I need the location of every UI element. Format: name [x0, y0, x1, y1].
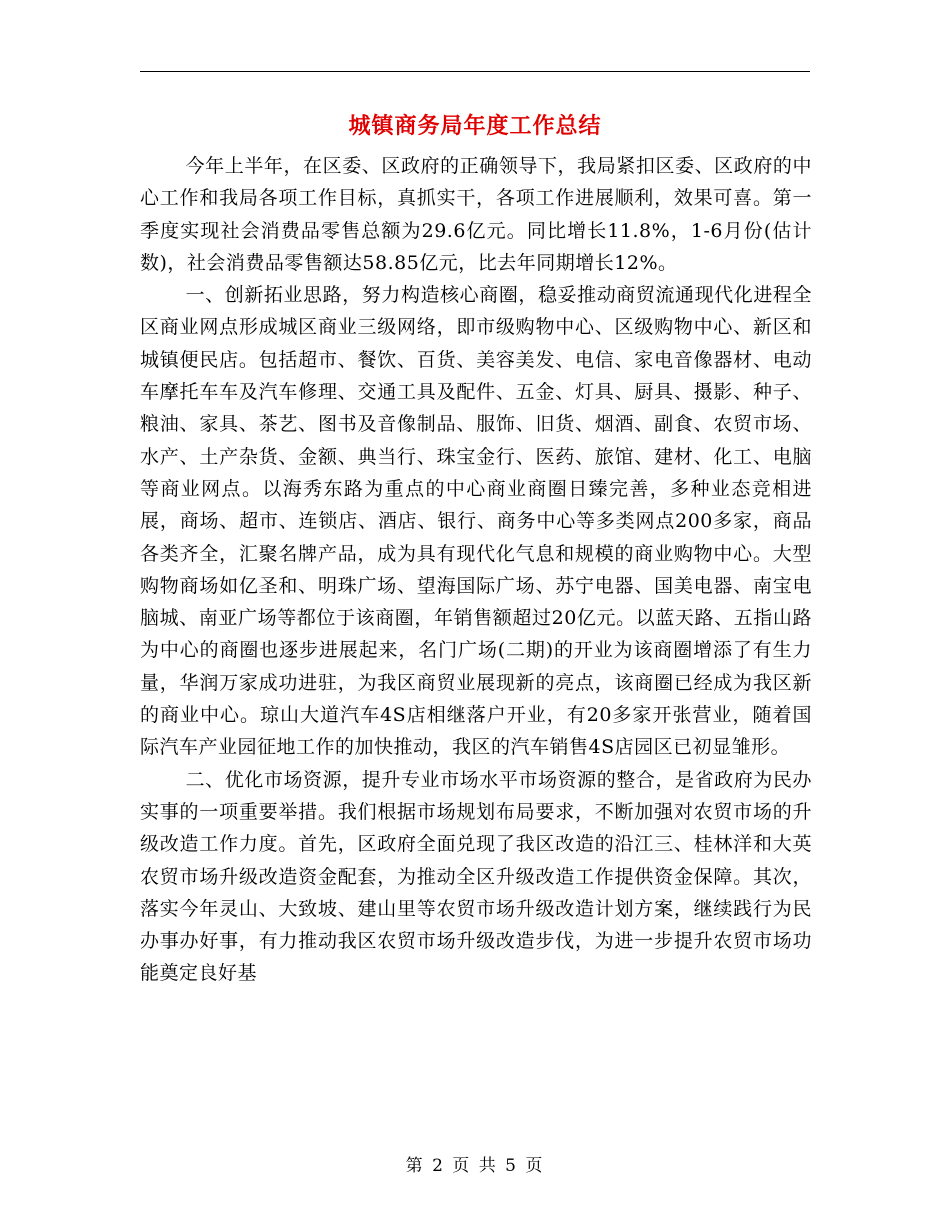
- paragraph-intro: 今年上半年，在区委、区政府的正确领导下，我局紧扣区委、区政府的中心工作和我局各项工作目标，真抓实干，各项工作进展顺利，效果可喜。第一季度实现社会消费品零售总额为29.6亿元。同比增长11.8%，1-6月份(估计数)，社会消费品零售额达58.85亿元，比去年同期增长12%。: [140, 155, 812, 274]
- paragraph-section-2: 二、优化市场资源，提升专业市场水平市场资源的整合，是省政府为民办实事的一项重要举措。我们根据市场规划布局要求，不断加强对农贸市场的升级改造工作力度。首先，区政府全面兑现了我区改造的沿江三、桂林洋和大英农贸市场升级改造资金配套，为推动全区升级改造工作提供资金保障。其次，落实今年灵山、大致坡、建山里等农贸市场升级改造计划方案，继续践行为民办事办好事，有力推动我区农贸市场升级改造步伐，为进一步提升农贸市场功能奠定良好基: [140, 768, 812, 985]
- page-number: 第 2 页 共 5 页: [405, 1156, 545, 1176]
- header-rule: [140, 71, 810, 72]
- paragraph-section-1: 一、创新拓业思路，努力构造核心商圈，稳妥推动商贸流通现代化进程全区商业网点形成城区商业三级网络，即市级购物中心、区级购物中心、新区和城镇便民店。包括超市、餐饮、百货、美容美发、电信、家电音像器材、电动车摩托车车及汽车修理、交通工具及配件、五金、灯具、厨具、摄影、种子、粮油、家具、茶艺、图书及音像制品、服饰、旧货、烟酒、副食、农贸市场、水产、土产杂货、金额、典当行、珠宝金行、医药、旅馆、建材、化工、电脑等商业网点。以海秀东路为重点的中心商业商圈日臻完善，多种业态竞相进展，商场、超市、连锁店、酒店、银行、商务中心等多类网点200多家，商品各类齐全，汇聚名牌产品，成为具有现代化气息和规模的商业购物中心。大型购物商场如亿圣和、明珠广场、望海国际广场、苏宁电器、国美电器、南宝电脑城、南亚广场等都位于该商圈，年销售额超过20亿元。以蓝天路、五指山路为中心的商圈也逐步进展起来，名门广场(二期)的开业为该商圈增添了有生力量，华润万家成功进驻，为我区商贸业展现新的亮点，该商圈已经成为我区新的商业中心。琼山大道汽车4S店相继落户开业，有20多家开张营业，随着国际汽车产业园征地工作的加快推动，我区的汽车销售4S店园区已初显雏形。: [140, 284, 812, 759]
- document-title: 城镇商务局年度工作总结: [348, 113, 602, 139]
- document-body: [140, 150, 812, 990]
